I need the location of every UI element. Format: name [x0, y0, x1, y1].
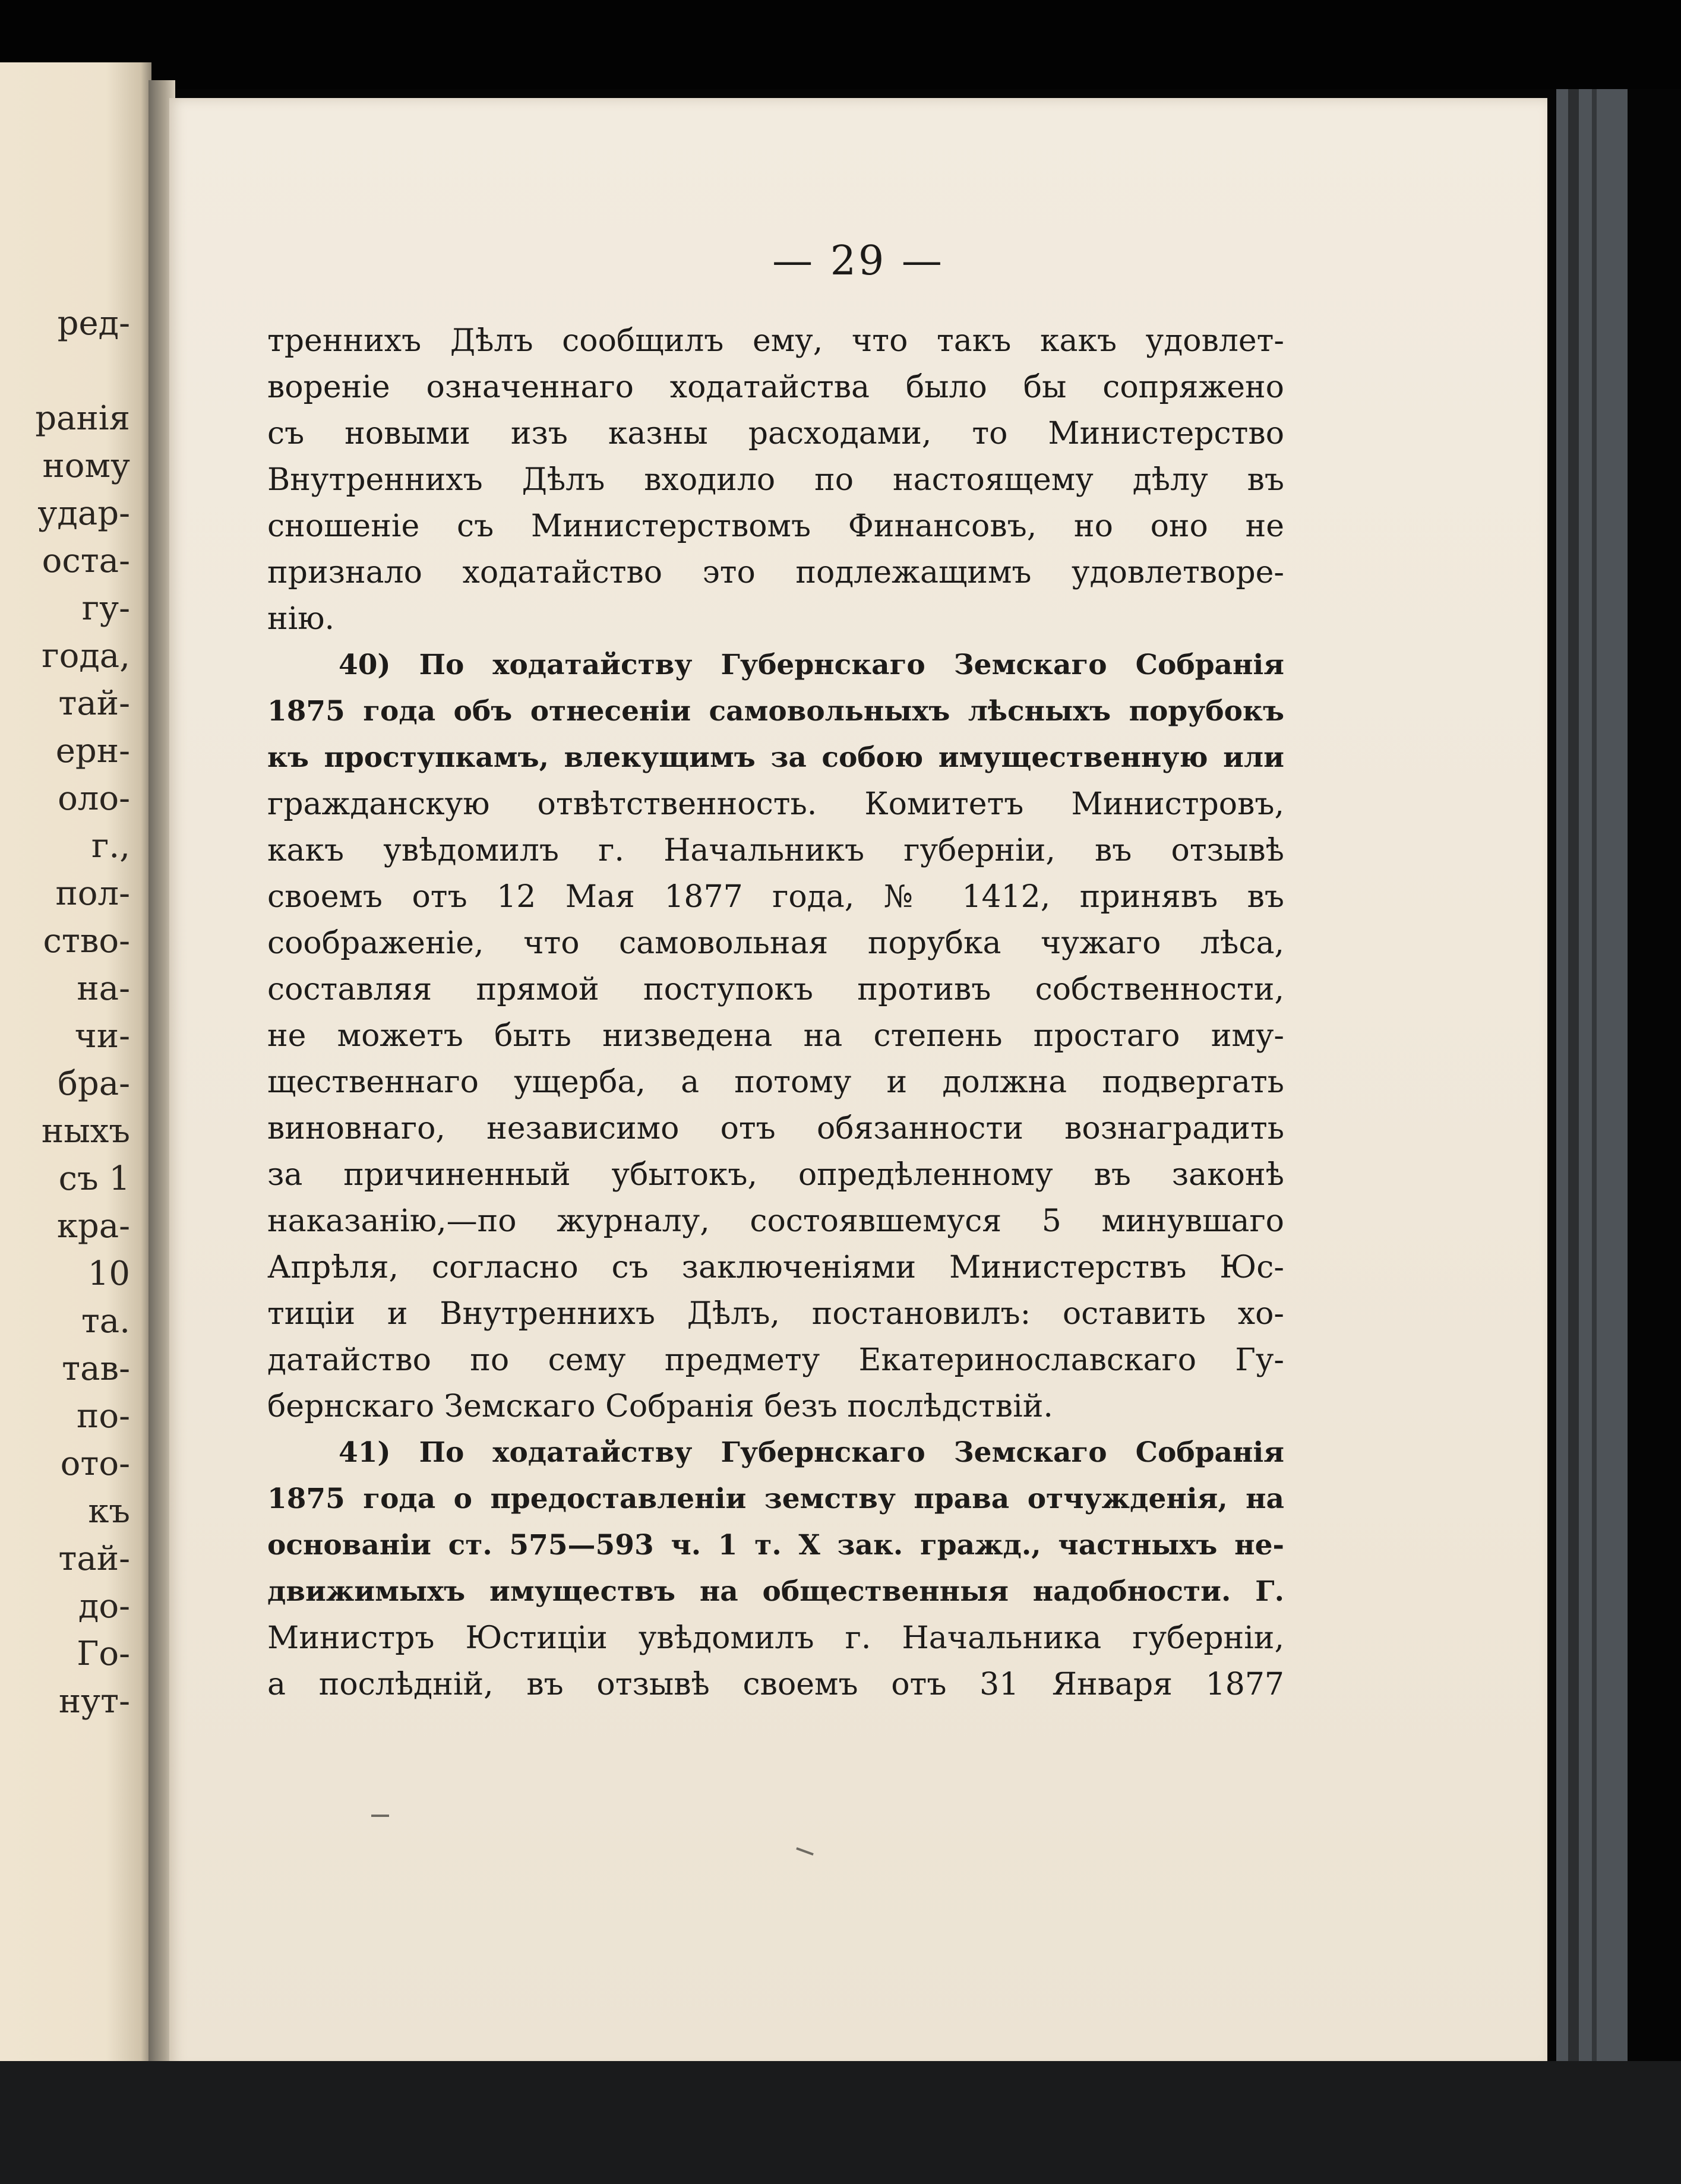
- left-page-line: удар-: [37, 494, 130, 533]
- left-page-line: оло-: [58, 779, 130, 818]
- text-line: бернскаго Земскаго Собранія безъ послѣдствій.: [267, 1389, 1053, 1424]
- left-page-line: 10: [87, 1254, 130, 1293]
- text-line: соображеніе, что самовольная порубка чужаго лѣса,: [267, 925, 1284, 961]
- text-line: датайство по сему предмету Екатеринославскаго Гу-: [267, 1342, 1284, 1378]
- ink-mark: [796, 1847, 814, 1856]
- text-line: виновнаго, независимо отъ обязанности вознаградить: [267, 1111, 1284, 1146]
- left-page-line: ред-: [57, 304, 130, 343]
- left-page-line: кра-: [56, 1207, 130, 1246]
- left-page-line: съ 1: [58, 1159, 130, 1198]
- text-line: тиціи и Внутреннихъ Дѣлъ, постановилъ: оставить хо-: [267, 1296, 1284, 1332]
- left-page-line: [0, 347, 151, 395]
- text-line: къ проступкамъ, влекущимъ за собою имущественную или: [267, 741, 1284, 774]
- text-line: вореніе означеннаго ходатайства было бы сопряжено: [267, 369, 1284, 405]
- text-line: треннихъ Дѣлъ сообщилъ ему, что такъ какъ удовлет-: [267, 323, 1284, 359]
- book-page: [169, 98, 1547, 2070]
- text-line: за причиненный убытокъ, опредѣленному въ законѣ: [267, 1157, 1284, 1193]
- text-line: признало ходатайство это подлежащимъ удовлетворе-: [267, 555, 1284, 590]
- text-line: сношеніе съ Министерствомъ Финансовъ, но оно не: [267, 508, 1284, 544]
- left-page-line: тав-: [62, 1349, 130, 1388]
- text-line: Министръ Юстиціи увѣдомилъ г. Начальника губерніи,: [267, 1620, 1284, 1656]
- text-line: не можетъ быть низведена на степень простаго иму-: [267, 1018, 1284, 1054]
- text-line: своемъ отъ 12 Мая 1877 года, № 1412, принявъ въ: [267, 879, 1284, 915]
- left-page-line: та.: [81, 1302, 130, 1341]
- left-page-line: до-: [78, 1587, 130, 1626]
- left-page-line: ному: [42, 447, 130, 485]
- left-page-line: ото-: [60, 1445, 130, 1483]
- left-page-line: ранія: [35, 399, 130, 438]
- text-line: а послѣдній, въ отзывѣ своемъ отъ 31 Января 1877: [267, 1667, 1284, 1702]
- text-line: Апрѣля, согласно съ заключеніями Министерствъ Юс-: [267, 1250, 1284, 1285]
- left-page-line: по-: [77, 1397, 130, 1436]
- text-line: 1875 года объ отнесеніи самовольныхъ лѣсныхъ порубокъ: [267, 695, 1284, 728]
- text-line: съ новыми изъ казны расходами, то Министерство: [267, 416, 1284, 451]
- page-body: [267, 318, 1284, 1708]
- ink-mark: [371, 1815, 389, 1817]
- scan-background-bottom: [0, 2061, 1681, 2184]
- left-page-line: тай-: [58, 684, 130, 723]
- section-heading-40: 40) По ходатайству Губернскаго Земскаго Собранія: [339, 649, 1284, 681]
- left-page-line: ство-: [43, 922, 130, 960]
- left-page-line: оста-: [42, 542, 130, 580]
- text-line: гражданскую отвѣтственность. Комитетъ Министровъ,: [267, 786, 1284, 822]
- scan-background-top: [0, 0, 1681, 89]
- left-page-line: ныхъ: [41, 1112, 130, 1151]
- text-line: основаніи ст. 575—593 ч. 1 т. X зак. гражд., частныхъ не-: [267, 1529, 1284, 1562]
- section-heading-41: 41) По ходатайству Губернскаго Земскаго Собранія: [339, 1436, 1284, 1469]
- left-page-line: тай-: [58, 1540, 130, 1578]
- book-cover-edge: [1556, 89, 1628, 2070]
- left-facing-page: [0, 62, 151, 2067]
- text-line: составляя прямой поступокъ противъ собственности,: [267, 972, 1284, 1007]
- text-line: движимыхъ имуществъ на общественныя надобности. Г.: [267, 1575, 1284, 1608]
- left-page-line: пол-: [55, 874, 130, 913]
- text-line: 1875 года о предоставленіи земству права отчужденія, на: [267, 1483, 1284, 1515]
- left-page-line: нут-: [58, 1682, 130, 1721]
- left-page-line: чи-: [74, 1017, 130, 1055]
- left-page-line: Го-: [77, 1635, 130, 1673]
- text-line: какъ увѣдомилъ г. Начальникъ губерніи, въ отзывѣ: [267, 833, 1284, 868]
- left-page-line: г.,: [91, 827, 130, 865]
- left-page-line: года,: [42, 637, 130, 675]
- left-page-line: ерн-: [55, 732, 130, 770]
- left-page-line: на-: [77, 969, 130, 1008]
- left-page-line: бра-: [58, 1064, 130, 1103]
- page-number: — 29 —: [772, 238, 944, 285]
- text-line: Внутреннихъ Дѣлъ входило по настоящему дѣлу въ: [267, 462, 1284, 498]
- text-line: наказанію,—по журналу, состоявшемуся 5 минувшаго: [267, 1203, 1284, 1239]
- text-line: нію.: [267, 601, 335, 637]
- left-page-line: гу-: [81, 589, 130, 628]
- text-line: щественнаго ущерба, а потому и должна подвергать: [267, 1064, 1284, 1100]
- left-page-text: [0, 300, 151, 1725]
- left-page-line: къ: [88, 1492, 130, 1531]
